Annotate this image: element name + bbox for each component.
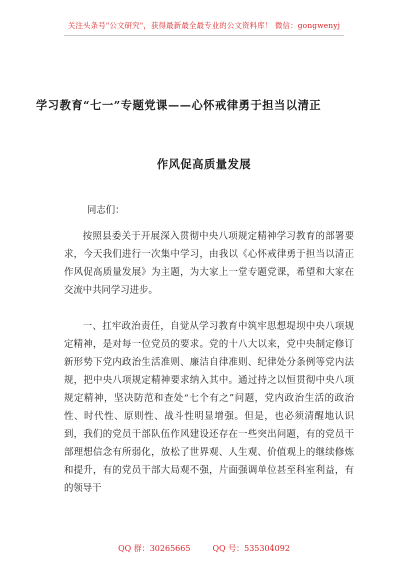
document-title-line-1: 学习教育“七一”专题党课——心怀戒律勇于担当以清正 <box>36 98 322 112</box>
footer-qq-number: QQ 号：535304092 <box>212 544 290 553</box>
document-title-line-2: 作风促高质量发展 <box>156 157 252 171</box>
footer-qq-group: QQ 群：30265665 <box>118 544 191 553</box>
header-banner: 关注头条号"公文研究"，获得最新最全最专业的公文资料库！ 微信：gongwenyj <box>67 21 341 30</box>
footer-contact <box>0 543 408 554</box>
body-paragraph-2: 一、扛牢政治责任，自觉从学习教育中筑牢思想堤坝中央八项规定精神，是对每一位党员的要求。党的十八大以来，党中央制定修订新形势下党内政治生活准则、廉洁自律准则、纪律处分条例等党内法规，把中央八项规定精神要求纳入其中。通过持之以恒贯彻中央八项规定精神，坚决防范和查处“七个有之”问题，党内政治生活的政治性、时代性、原则性、战斗性明显增强。但是，也必须清醒地认识到，我们的党员干部队伍作风建设还存在一些突出问题，有的党员干部理想信念有所弱化，放松了世界观、人生观、价值观上的继续修炼和提升，有的党员干部大局观不强，片面强调单位甚至科室利益，有的领导干 <box>64 321 354 494</box>
header-divider <box>64 35 344 36</box>
greeting: 同志们： <box>87 205 125 216</box>
body-paragraph-1: 按照县委关于开展深入贯彻中央八项规定精神学习教育的部署要求，今天我们进行一次集中学习，由我以《心怀戒律勇于担当以清正作风促高质量发展》为主题，为大家上一堂专题党课，希望和大家在交流中共同学习进步。 <box>64 231 354 296</box>
